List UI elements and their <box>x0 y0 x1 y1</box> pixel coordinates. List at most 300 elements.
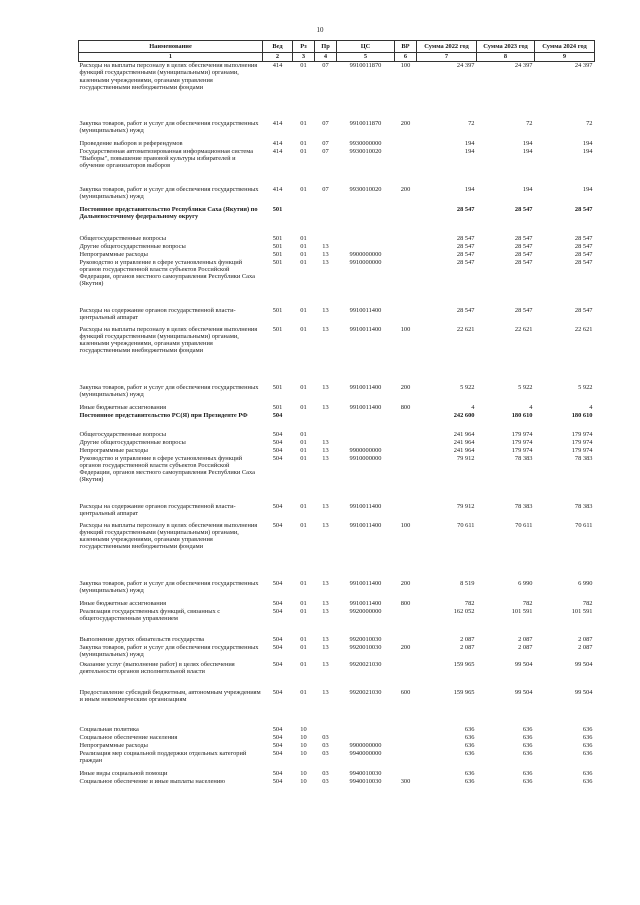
row-sum-2022: 28 547 <box>456 242 475 250</box>
row-ved: 504 <box>272 635 283 643</box>
table-row <box>79 644 595 661</box>
row-sum-2024: 180 610 <box>571 411 593 419</box>
row-sum-2023: 78 383 <box>514 502 533 510</box>
row-vr <box>395 412 417 431</box>
row-sum-2022: 636 <box>464 749 475 757</box>
row-cs: 9930000000 <box>349 139 382 147</box>
table-row <box>79 412 595 431</box>
row-vr: 300 <box>400 777 411 785</box>
row-rz: 01 <box>300 521 307 529</box>
row-ved: 414 <box>272 119 283 127</box>
row-name: Социальное обеспечение населения <box>79 733 178 741</box>
column-number: 2 <box>263 53 293 62</box>
row-sum-2024: 99 504 <box>574 688 593 696</box>
row-vr <box>395 439 417 447</box>
row-cs: 9920000000 <box>349 607 382 615</box>
row-vr: 200 <box>400 119 411 127</box>
table-row <box>79 661 595 689</box>
row-ved: 504 <box>272 607 283 615</box>
table-row <box>79 734 595 742</box>
row-cs: 9910011400 <box>349 383 382 391</box>
table-row <box>79 404 595 412</box>
row-cs: 9930010020 <box>349 185 382 193</box>
row-sum-2022: 28 547 <box>456 306 475 314</box>
header-cell: Сумма 2024 год <box>535 41 595 53</box>
row-rz: 01 <box>300 502 307 510</box>
row-rz: 10 <box>300 749 307 757</box>
row-sum-2022: 159 965 <box>453 688 475 696</box>
row-sum-2022: 22 621 <box>456 325 475 333</box>
header-cell: Рз <box>293 41 315 53</box>
row-ved: 504 <box>272 521 283 529</box>
row-name: Общегосударственные вопросы <box>79 430 167 438</box>
row-rz: 01 <box>300 660 307 668</box>
row-sum-2022: 2 087 <box>460 635 475 643</box>
table-row <box>79 750 595 770</box>
row-sum-2022: 636 <box>464 777 475 785</box>
row-cs: 9910011870 <box>349 62 382 70</box>
row-rz: 01 <box>300 635 307 643</box>
row-sum-2024: 28 547 <box>574 242 593 250</box>
row-sum-2022: 28 547 <box>456 250 475 258</box>
row-ved: 501 <box>272 325 283 333</box>
row-sum-2023: 2 087 <box>518 643 533 651</box>
row-ved: 501 <box>272 242 283 250</box>
row-sum-2024: 24 397 <box>574 62 593 70</box>
row-vr <box>395 140 417 148</box>
row-vr <box>395 734 417 742</box>
row-sum-2022: 159 965 <box>453 660 475 668</box>
header-cell: Сумма 2023 год <box>477 41 535 53</box>
row-pr: 07 <box>322 62 329 70</box>
row-sum-2024: 2 087 <box>578 635 593 643</box>
row-sum-2024: 78 383 <box>574 502 593 510</box>
row-sum-2023: 4 <box>529 403 533 411</box>
row-pr: 03 <box>322 749 329 757</box>
row-sum-2024: 22 621 <box>574 325 593 333</box>
row-pr <box>315 431 337 439</box>
row-rz <box>293 412 315 431</box>
row-vr: 800 <box>400 599 411 607</box>
row-cs: 9910011400 <box>349 502 382 510</box>
row-rz: 01 <box>300 607 307 615</box>
row-name: Реализация государственных функций, связанных с общегосударственным управлением <box>79 607 221 622</box>
row-sum-2022: 636 <box>464 725 475 733</box>
row-rz: 01 <box>300 403 307 411</box>
row-sum-2024: 5 922 <box>578 383 593 391</box>
row-sum-2023: 28 547 <box>514 242 533 250</box>
row-pr <box>315 726 337 734</box>
row-name: Расходы на выплаты персоналу в целях обеспечения выполнения функций государственными (муниципальными) органами, казенными учреждениями, органами управления государственными внебюджетными фондами <box>79 521 258 551</box>
column-number: 9 <box>535 53 595 62</box>
row-cs: 9920010030 <box>349 635 382 643</box>
row-ved: 504 <box>272 741 283 749</box>
row-name: Другие общегосударственные вопросы <box>79 242 186 250</box>
row-ved: 501 <box>272 234 283 242</box>
row-sum-2024: 179 974 <box>571 430 593 438</box>
row-cs <box>337 206 395 235</box>
row-name: Закупка товаров, работ и услуг для обеспечения государственных (муниципальных) нужд <box>79 185 259 200</box>
row-ved: 504 <box>272 430 283 438</box>
row-sum-2023: 179 974 <box>511 438 533 446</box>
row-pr: 13 <box>322 242 329 250</box>
row-sum-2022: 72 <box>468 119 475 127</box>
row-rz: 10 <box>300 741 307 749</box>
row-sum-2024: 78 383 <box>574 454 593 462</box>
row-sum-2023: 180 610 <box>511 411 533 419</box>
row-ved: 504 <box>272 660 283 668</box>
row-sum-2023: 28 547 <box>514 258 533 266</box>
row-sum-2024: 70 611 <box>575 521 593 529</box>
row-cs <box>337 235 395 243</box>
row-sum-2022: 8 519 <box>460 579 475 587</box>
row-sum-2024: 101 591 <box>571 607 593 615</box>
table-row <box>79 326 595 384</box>
table-row <box>79 307 595 326</box>
row-sum-2023: 28 547 <box>514 306 533 314</box>
table-row <box>79 689 595 726</box>
row-name: Проведение выборов и референдумов <box>79 139 183 147</box>
table-row <box>79 243 595 251</box>
row-sum-2022: 636 <box>464 741 475 749</box>
row-vr <box>395 431 417 439</box>
row-ved: 414 <box>272 147 283 155</box>
row-ved: 504 <box>272 446 283 454</box>
row-name: Закупка товаров, работ и услуг для обеспечения государственных (муниципальных) нужд <box>79 643 259 658</box>
budget-table <box>78 40 595 786</box>
row-vr <box>395 661 417 689</box>
table-row <box>79 608 595 636</box>
row-sum-2022: 636 <box>464 769 475 777</box>
row-sum-2024: 28 547 <box>574 234 593 242</box>
row-sum-2023: 99 504 <box>514 688 533 696</box>
row-vr <box>395 770 417 778</box>
column-number: 3 <box>293 53 315 62</box>
table-row <box>79 455 595 503</box>
header-cell: ЦС <box>337 41 395 53</box>
row-cs: 9910011400 <box>349 579 382 587</box>
row-sum-2023: 24 397 <box>514 62 533 70</box>
row-name: Государственная автоматизированная информационная система "Выборы", повышение правовой культуры избирателей и обучение организаторов выборов <box>79 147 254 170</box>
row-pr <box>315 412 337 431</box>
row-name: Реализация мер социальной поддержки отдельных категорий граждан <box>79 749 247 764</box>
row-vr: 100 <box>400 62 411 70</box>
row-ved: 501 <box>272 205 283 213</box>
row-rz: 01 <box>300 643 307 651</box>
row-sum-2022: 636 <box>464 733 475 741</box>
header-cell: Наименование <box>79 41 263 53</box>
row-name: Социальное обеспечение и иные выплаты населению <box>79 777 226 785</box>
row-pr: 13 <box>322 446 329 454</box>
row-ved: 501 <box>272 403 283 411</box>
row-vr <box>395 235 417 243</box>
table-row <box>79 778 595 786</box>
table-row <box>79 522 595 580</box>
row-rz <box>293 206 315 235</box>
row-sum-2022: 242 600 <box>453 411 475 419</box>
row-name: Общегосударственные вопросы <box>79 234 167 242</box>
row-vr: 100 <box>400 521 411 529</box>
row-sum-2022: 2 087 <box>460 643 475 651</box>
row-sum-2023: 72 <box>526 119 533 127</box>
row-ved: 504 <box>272 725 283 733</box>
row-name: Расходы на содержание органов государственной власти- центральный аппарат <box>79 306 236 321</box>
row-cs: 9900000000 <box>349 446 382 454</box>
row-sum-2024: 2 087 <box>578 643 593 651</box>
row-sum-2024: 6 990 <box>578 579 593 587</box>
table-row <box>79 206 595 235</box>
row-vr <box>395 206 417 235</box>
row-sum-2022: 241 964 <box>453 446 475 454</box>
row-pr: 03 <box>322 769 329 777</box>
row-ved: 504 <box>272 454 283 462</box>
row-cs: 9920010030 <box>349 643 382 651</box>
row-sum-2024: 72 <box>586 119 593 127</box>
header-cell: Сумма 2022 год <box>417 41 477 53</box>
row-pr: 13 <box>322 660 329 668</box>
row-rz: 01 <box>300 119 307 127</box>
row-vr: 200 <box>400 643 411 651</box>
row-pr: 03 <box>322 777 329 785</box>
row-name: Выполнение других обязательств государства <box>79 635 205 643</box>
row-cs: 9910011870 <box>349 119 382 127</box>
row-cs <box>337 726 395 734</box>
row-pr: 13 <box>322 599 329 607</box>
row-ved: 504 <box>272 411 283 419</box>
row-pr: 13 <box>322 521 329 529</box>
row-vr: 200 <box>400 383 411 391</box>
row-ved: 504 <box>272 579 283 587</box>
row-rz: 01 <box>300 185 307 193</box>
row-pr: 13 <box>322 502 329 510</box>
row-name: Иные бюджетные ассигнования <box>79 403 167 411</box>
row-vr <box>395 307 417 326</box>
table-row <box>79 600 595 608</box>
row-ved: 504 <box>272 777 283 785</box>
row-pr: 03 <box>322 741 329 749</box>
row-vr <box>395 636 417 644</box>
row-vr <box>395 447 417 455</box>
row-rz: 01 <box>300 139 307 147</box>
row-name: Постоянное представительство РС(Я) при Президенте РФ <box>79 411 248 419</box>
row-rz: 01 <box>300 579 307 587</box>
row-sum-2022: 79 912 <box>456 454 475 462</box>
row-sum-2024: 179 974 <box>571 446 593 454</box>
row-sum-2024: 194 <box>582 139 593 147</box>
row-ved: 504 <box>272 643 283 651</box>
row-vr <box>395 742 417 750</box>
row-rz: 10 <box>300 777 307 785</box>
row-cs: 9920021030 <box>349 688 382 696</box>
row-sum-2022: 24 397 <box>456 62 475 70</box>
row-cs: 9910011400 <box>349 403 382 411</box>
column-number: 6 <box>395 53 417 62</box>
row-name: Расходы на выплаты персоналу в целях обеспечения выполнения функций государственными (муниципальными) органами, казенными учреждениями, органами управления государственными внебюджетными фондами <box>79 62 258 91</box>
table-row <box>79 235 595 243</box>
row-vr <box>395 750 417 770</box>
row-sum-2023: 636 <box>522 741 533 749</box>
row-sum-2023: 28 547 <box>514 234 533 242</box>
row-cs: 9900000000 <box>349 250 382 258</box>
row-ved: 414 <box>272 62 283 70</box>
row-name: Руководство и управление в сфере установленных функций органов государственной власти субъектов Российской Федерации, органов местного самоуправления Республики Саха (Якутия) <box>79 258 255 288</box>
row-cs <box>337 431 395 439</box>
row-rz: 01 <box>300 258 307 266</box>
table-row <box>79 384 595 404</box>
column-number: 7 <box>417 53 477 62</box>
table-row <box>79 447 595 455</box>
row-vr <box>395 243 417 251</box>
row-cs: 9910011400 <box>349 325 382 333</box>
row-rz: 01 <box>300 62 307 70</box>
row-name: Расходы на содержание органов государственной власти- центральный аппарат <box>79 502 236 517</box>
row-sum-2024: 179 974 <box>571 438 593 446</box>
row-pr: 03 <box>322 733 329 741</box>
row-cs: 9940000000 <box>349 749 382 757</box>
row-ved: 501 <box>272 383 283 391</box>
row-pr: 07 <box>322 119 329 127</box>
table-row <box>79 503 595 522</box>
row-cs: 9910011400 <box>349 599 382 607</box>
row-sum-2022: 28 547 <box>456 234 475 242</box>
row-sum-2024: 636 <box>582 741 593 749</box>
row-rz: 10 <box>300 725 307 733</box>
row-pr: 13 <box>322 383 329 391</box>
row-cs: 9900000000 <box>349 741 382 749</box>
column-number: 8 <box>477 53 535 62</box>
row-cs <box>337 439 395 447</box>
row-sum-2024: 194 <box>582 147 593 155</box>
row-pr: 13 <box>322 258 329 266</box>
table-row <box>79 140 595 148</box>
row-rz: 01 <box>300 306 307 314</box>
row-ved: 501 <box>272 250 283 258</box>
row-pr: 13 <box>322 579 329 587</box>
header-cell: Вед <box>263 41 293 53</box>
row-name: Непрограммные расходы <box>79 250 148 258</box>
row-sum-2022: 194 <box>464 185 475 193</box>
row-sum-2024: 4 <box>589 403 593 411</box>
row-ved: 504 <box>272 769 283 777</box>
row-name: Непрограммные расходы <box>79 741 148 749</box>
row-rz: 01 <box>300 688 307 696</box>
table-row <box>79 439 595 447</box>
row-sum-2022: 241 964 <box>453 430 475 438</box>
table-row <box>79 251 595 259</box>
row-cs: 9910011400 <box>349 521 382 529</box>
column-number: 5 <box>337 53 395 62</box>
row-sum-2022: 70 611 <box>457 521 475 529</box>
row-name: Иные бюджетные ассигнования <box>79 599 167 607</box>
table-row <box>79 742 595 750</box>
row-sum-2022: 162 052 <box>453 607 475 615</box>
row-sum-2023: 99 504 <box>514 660 533 668</box>
row-ved: 504 <box>272 599 283 607</box>
row-sum-2024: 636 <box>582 777 593 785</box>
row-rz: 01 <box>300 242 307 250</box>
row-sum-2022: 5 922 <box>460 383 475 391</box>
column-number: 4 <box>315 53 337 62</box>
row-rz: 01 <box>300 234 307 242</box>
row-sum-2023: 28 547 <box>514 250 533 258</box>
row-name: Закупка товаров, работ и услуг для обеспечения государственных (муниципальных) нужд <box>79 383 259 398</box>
row-sum-2023: 6 990 <box>518 579 533 587</box>
row-vr: 100 <box>400 325 411 333</box>
row-rz: 01 <box>300 250 307 258</box>
row-rz: 01 <box>300 599 307 607</box>
row-ved: 504 <box>272 688 283 696</box>
row-rz: 10 <box>300 733 307 741</box>
row-vr: 200 <box>400 185 411 193</box>
row-cs <box>337 734 395 742</box>
table-body <box>79 62 595 786</box>
row-sum-2022: 79 912 <box>456 502 475 510</box>
row-pr: 13 <box>322 643 329 651</box>
row-sum-2024: 636 <box>582 733 593 741</box>
row-sum-2024: 636 <box>582 769 593 777</box>
row-sum-2023: 179 974 <box>511 430 533 438</box>
row-sum-2022: 782 <box>464 599 475 607</box>
row-sum-2022: 194 <box>464 147 475 155</box>
row-ved: 504 <box>272 438 283 446</box>
row-name: Закупка товаров, работ и услуг для обеспечения государственных (муниципальных) нужд <box>79 119 259 134</box>
column-number-row <box>79 53 595 62</box>
row-name: Руководство и управление в сфере установленных функций органов государственной власти субъектов Российской Федерации, органов местного самоуправления Республики Саха (Якутия) <box>79 454 255 484</box>
row-cs: 9940010030 <box>349 777 382 785</box>
row-pr: 13 <box>322 635 329 643</box>
row-pr: 13 <box>322 306 329 314</box>
row-sum-2024: 636 <box>582 749 593 757</box>
row-sum-2023: 782 <box>522 599 533 607</box>
table-row <box>79 726 595 734</box>
row-rz: 01 <box>300 454 307 462</box>
row-pr: 13 <box>322 250 329 258</box>
row-name: Непрограммные расходы <box>79 446 148 454</box>
row-name: Расходы на выплаты персоналу в целях обеспечения выполнения функций государственными (муниципальными) органами, казенными учреждениями, органами управления государственными внебюджетными фондами <box>79 325 258 355</box>
row-sum-2023: 5 922 <box>518 383 533 391</box>
row-rz: 01 <box>300 325 307 333</box>
row-sum-2022: 241 964 <box>453 438 475 446</box>
row-sum-2023: 636 <box>522 777 533 785</box>
row-sum-2023: 194 <box>522 185 533 193</box>
row-sum-2023: 194 <box>522 139 533 147</box>
row-vr <box>395 726 417 734</box>
table-row <box>79 580 595 600</box>
table-row <box>79 636 595 644</box>
row-ved: 504 <box>272 733 283 741</box>
row-pr: 07 <box>322 139 329 147</box>
row-ved: 501 <box>272 306 283 314</box>
row-vr <box>395 503 417 522</box>
table-row <box>79 770 595 778</box>
row-pr: 13 <box>322 688 329 696</box>
row-sum-2022: 28 547 <box>456 258 475 266</box>
row-pr <box>315 206 337 235</box>
row-cs: 9940010030 <box>349 769 382 777</box>
row-ved: 504 <box>272 749 283 757</box>
row-sum-2023: 636 <box>522 749 533 757</box>
row-sum-2023: 28 547 <box>514 205 533 213</box>
row-rz: 01 <box>300 430 307 438</box>
row-sum-2024: 99 504 <box>574 660 593 668</box>
row-pr: 13 <box>322 438 329 446</box>
row-cs: 9920021030 <box>349 660 382 668</box>
row-ved: 414 <box>272 139 283 147</box>
row-sum-2024: 636 <box>582 725 593 733</box>
row-rz: 01 <box>300 147 307 155</box>
row-vr <box>395 608 417 636</box>
page-number: 10 <box>316 26 324 34</box>
